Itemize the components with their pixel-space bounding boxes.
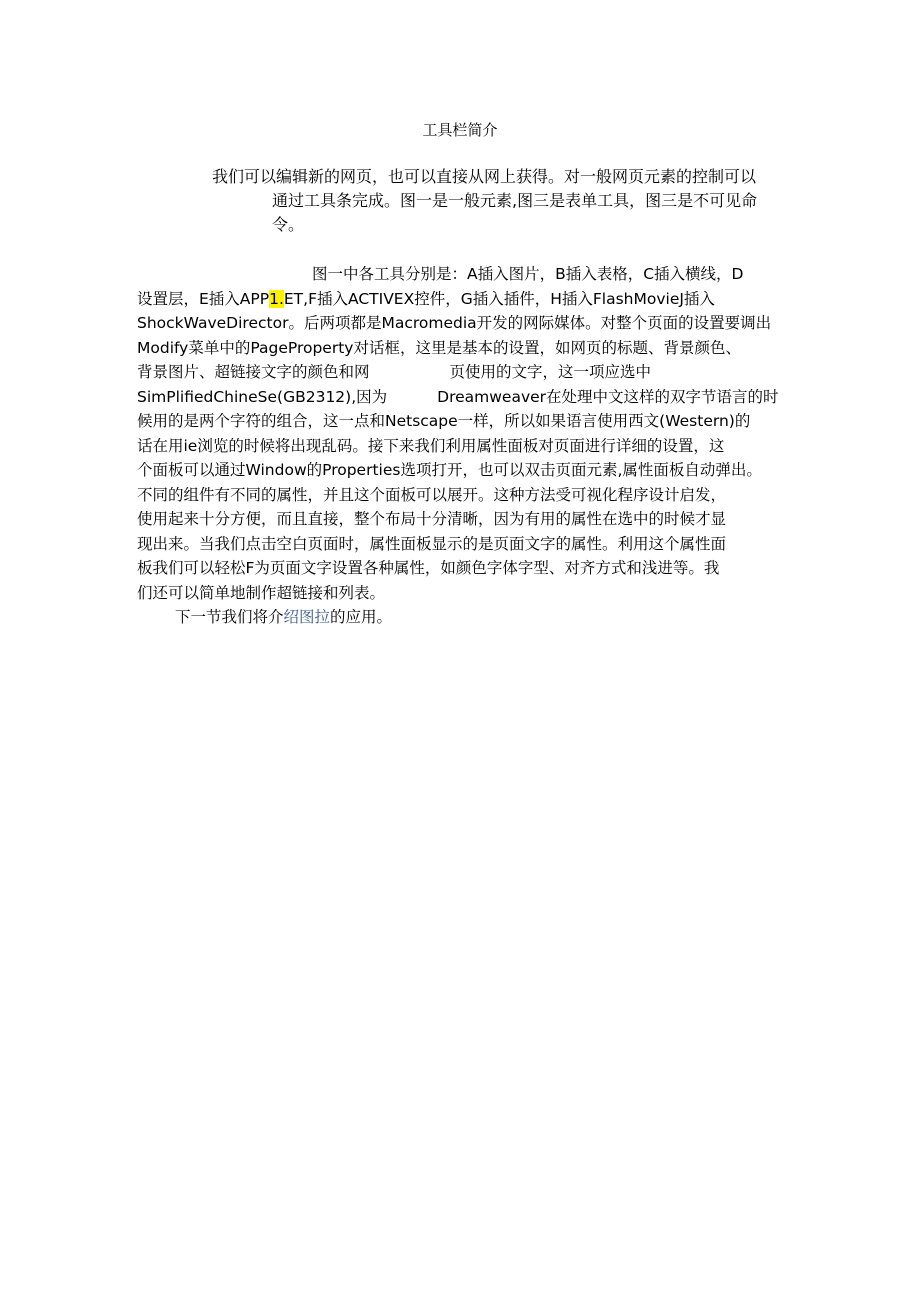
link-text[interactable]: 绍图拉: [283, 608, 331, 626]
body-text: Dreamweaver在处理中文这样的双字节语言的时: [437, 387, 779, 406]
body-line: [137, 287, 797, 312]
body-paragraph: [137, 262, 797, 630]
body-line: [137, 385, 797, 410]
body-line: 们还可以简单地制作超链接和列表。: [137, 583, 386, 602]
body-line: 现出来。当我们点击空白页面时，属性面板显示的是页面文字的属性。利用这个属性面: [137, 534, 727, 553]
body-line: Modify菜单中的PageProperty对话框，这里是基本的设置，如网页的标题、背景颜色、: [137, 338, 741, 357]
body-text: 下一节我们将介: [175, 608, 284, 626]
body-text: 页使用的文字，这一项应选中: [449, 363, 652, 381]
body-line: ShockWaveDirector。后两项都是Macromedia开发的网际媒体。对整个页面的设置要调出: [137, 314, 772, 332]
body-text: SimPlifiedChineSe(GB2312),因为: [137, 387, 388, 406]
body-text: 背景图片、超链接文字的颜色和网: [137, 363, 370, 381]
body-line: 个面板可以通过Window的Properties选项打开，也可以双击页面元素,属性面板自动弹出。: [137, 461, 762, 479]
body-line: 板我们可以轻松F为页面文字设置各种属性，如颜色字体字型、对齐方式和浅进等。我: [137, 559, 720, 577]
intro-line-1: 我们可以编辑新的网页，也可以直接从网上获得。对一般网页元素的控制可以: [212, 167, 757, 186]
body-line: 不同的组件有不同的属性，并且这个面板可以展开。这种方法受可视化程序设计启发，: [137, 485, 727, 504]
body-line: [137, 360, 797, 385]
body-line: 使用起来十分方便，而且直接，整个布局十分清晰，因为有用的属性在选中的时候才显: [137, 510, 727, 528]
intro-line-3: 令。: [272, 215, 305, 234]
body-line: 话在用ie浏览的时候将出现乱码。接下来我们利用属性面板对页面进行详细的设置，这: [137, 436, 725, 455]
intro-line-2: 通过工具条完成。图一是一般元素,图三是表单工具，图三是不可见命: [272, 191, 758, 210]
body-line: 候用的是两个字符的组合，这一点和Netscape一样，所以如果语言使用西文(Western)的: [137, 412, 751, 430]
body-line: 图一中各工具分别是：A插入图片，B插入表格，C插入横线，D: [312, 265, 744, 283]
body-text: 设置层，E插入APP: [137, 289, 270, 308]
body-text: 的应用。: [330, 608, 393, 626]
highlighted-text: 1.: [269, 289, 284, 308]
body-text: ET,F插入ACTIVEX控件，G插入插件，H插入FlashMovieJ插入: [283, 289, 715, 308]
body-line: [137, 605, 797, 630]
document-title: 工具栏简介: [422, 121, 498, 139]
